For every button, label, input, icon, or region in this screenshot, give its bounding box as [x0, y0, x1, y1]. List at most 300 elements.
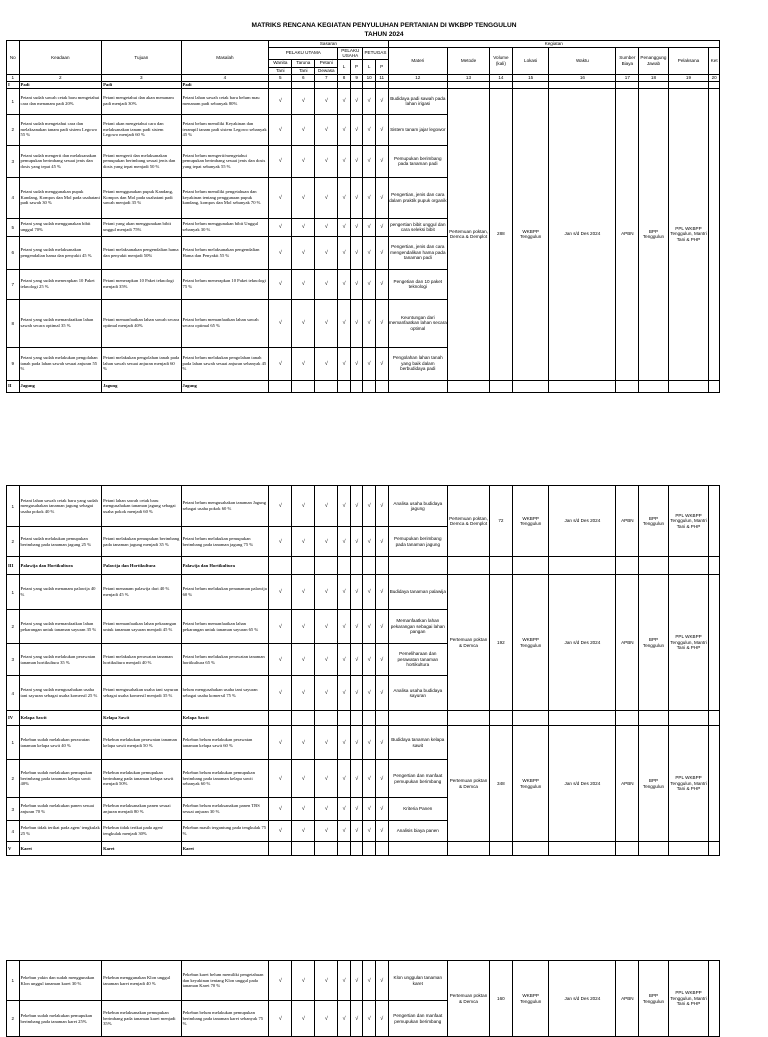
- tujuan-cell: Petani mengusahakan usaha tani sayuran sebagai usaha komersil menjadi 35 %: [102, 676, 181, 711]
- volume-cell: 348: [489, 726, 512, 842]
- check-mark: √: [375, 821, 388, 842]
- check-mark: √: [338, 177, 351, 218]
- penanggung-jawab-cell: BPP Tenggulun: [639, 575, 668, 711]
- row-number: 8: [7, 299, 20, 347]
- check-mark: √: [338, 726, 351, 760]
- waktu-cell: Jan s/d Des 2024: [549, 726, 616, 842]
- check-mark: √: [363, 821, 376, 842]
- masalah-cell: Pekebun masih tergantung pada tengkulak 75 %: [181, 821, 269, 842]
- header-pelaku-utama: PELAKU UTAMA: [269, 47, 338, 59]
- volume-cell: 288: [489, 88, 512, 380]
- masalah-cell: Petani lahan sawah cetak baru belum mau menanam padi sebanyak 80%: [181, 88, 269, 114]
- metode-cell: Pertemuan poktan, Demca & Demplot: [448, 486, 490, 557]
- row-number: 5: [7, 218, 20, 236]
- check-mark: √: [375, 760, 388, 798]
- row-number: 3: [7, 145, 20, 177]
- volume-cell: 72: [489, 486, 512, 557]
- check-mark: √: [363, 486, 376, 527]
- check-mark: √: [363, 177, 376, 218]
- row-number: 1: [7, 726, 20, 760]
- metode-cell: Pertemuan poktan & Demca: [448, 575, 490, 711]
- penanggung-jawab-cell: BPP Tenggulun: [639, 726, 668, 842]
- check-mark: √: [350, 486, 363, 527]
- check-mark: √: [269, 676, 292, 711]
- row-number: 3: [7, 644, 20, 676]
- check-mark: √: [269, 236, 292, 269]
- check-mark: √: [375, 527, 388, 557]
- materi-cell: Pengertian dan manfaat pemupukan berimbang: [388, 1001, 448, 1037]
- check-mark: √: [315, 347, 338, 380]
- header-metode: Metode: [448, 47, 490, 74]
- row-number: 2: [7, 1001, 20, 1037]
- check-mark: √: [350, 644, 363, 676]
- check-mark: √: [350, 676, 363, 711]
- check-mark: √: [315, 88, 338, 114]
- keadaan-cell: Petani yang sudah melakukan perawatan tanaman hortikultura 35 %: [19, 644, 102, 676]
- check-mark: √: [292, 177, 315, 218]
- column-number: 10: [363, 74, 376, 81]
- tujuan-cell: Pekebun melaksanakan pemupukan berimbang pada tanaman karet menjadi 35%: [102, 1001, 181, 1037]
- materi-cell: Sistem tanam jajar legowor: [388, 114, 448, 145]
- ket-cell: [709, 486, 720, 557]
- tujuan-cell: Pekebun melakukan pemupukan berimbang pada tanaman kelapa sawit menjadi 50%: [102, 760, 181, 798]
- pelaksana-cell: PPL WKBPP Tenggulun, Mantri Tani & PHP: [668, 726, 709, 842]
- header-ket: Ket: [709, 47, 720, 74]
- check-mark: √: [375, 114, 388, 145]
- tujuan-cell: Petani lahan sawah cetak baru mengusahakan tanaman jagung sebagai usaha pokok menjadi 60 %: [102, 486, 181, 527]
- keadaan-cell: Pekebun yakin dan sudah menggunakan Klon unggul tanaman karet 30 %: [19, 961, 102, 1001]
- check-mark: √: [338, 486, 351, 527]
- check-mark: √: [269, 1001, 292, 1037]
- ket-cell: [709, 961, 720, 1037]
- keadaan-cell: Petani yang sudah menanam palawija 40 %: [19, 575, 102, 610]
- pelaksana-cell: PPL WKBPP Tenggulun, Mantri Tani & PHP: [668, 575, 709, 711]
- check-mark: √: [338, 269, 351, 299]
- check-mark: √: [338, 218, 351, 236]
- row-number: 1: [7, 486, 20, 527]
- column-number: 14: [489, 74, 512, 81]
- check-mark: √: [315, 527, 338, 557]
- check-mark: √: [350, 299, 363, 347]
- column-number: 5: [269, 74, 292, 81]
- check-mark: √: [363, 610, 376, 644]
- check-mark: √: [338, 299, 351, 347]
- row-number: 6: [7, 236, 20, 269]
- masalah-cell: Pekebun belum melakukan pemupukan berimbang pada tanaman kelapa sawit sebanyak 60 %: [181, 760, 269, 798]
- check-mark: √: [269, 821, 292, 842]
- check-mark: √: [292, 347, 315, 380]
- check-mark: √: [350, 726, 363, 760]
- row-number: 4: [7, 676, 20, 711]
- check-mark: √: [269, 145, 292, 177]
- check-mark: √: [375, 676, 388, 711]
- check-mark: √: [363, 575, 376, 610]
- check-mark: √: [363, 347, 376, 380]
- row-number: 4: [7, 821, 20, 842]
- check-mark: √: [350, 347, 363, 380]
- ket-cell: [709, 88, 720, 380]
- tujuan-cell: Pekebun melakukan perawatan tanaman kelapa sawit menjadi 50 %: [102, 726, 181, 760]
- check-mark: √: [315, 760, 338, 798]
- check-mark: √: [363, 299, 376, 347]
- keadaan-cell: Pekebun sudah melakukan perawatan tanaman kelapa sawit 40 %: [19, 726, 102, 760]
- check-mark: √: [292, 218, 315, 236]
- table-row: [7, 88, 720, 114]
- keadaan-cell: Petani yang sudah memanfaatkan lahan pekarangan untuk tanaman sayuran 35 %: [19, 610, 102, 644]
- header-petani: Petani: [315, 59, 338, 67]
- check-mark: √: [350, 575, 363, 610]
- tujuan-cell: Petani menanam palawija dari 40 % menjadi 45 %: [102, 575, 181, 610]
- keadaan-cell: Petani lahan sawah cetak baru yang sudah mengusahakan tanaman jagung sebagai usaha pokok 40 %: [19, 486, 102, 527]
- header-penanggung-jawab: Penanggung Jawab: [639, 47, 668, 74]
- masalah-cell: Petani belum mengerti/mengetahui pemupukan berimbang sesuai jenis dan dosis yang tepat sebanyak 55 %: [181, 145, 269, 177]
- check-mark: √: [338, 821, 351, 842]
- masalah-cell: Pekebun karet belum memiliki pengetahuan dan keyakinan tentang Klon unggul pada tanaman Karet 70 %: [181, 961, 269, 1001]
- check-mark: √: [315, 676, 338, 711]
- keadaan-cell: Pekebun tidak terikat pada agen/ tengkulak 25 %: [19, 821, 102, 842]
- check-mark: √: [363, 760, 376, 798]
- materi-cell: Pemupukan berimbang pada tanaman padi: [388, 145, 448, 177]
- check-mark: √: [292, 269, 315, 299]
- check-mark: √: [269, 527, 292, 557]
- metode-cell: Pertemuan poktan & Demca: [448, 961, 490, 1037]
- check-mark: √: [363, 1001, 376, 1037]
- column-number: 18: [639, 74, 668, 81]
- check-mark: √: [292, 1001, 315, 1037]
- check-mark: √: [363, 218, 376, 236]
- check-mark: √: [292, 299, 315, 347]
- check-mark: √: [315, 269, 338, 299]
- header-tujuan: Tujuan: [102, 41, 181, 75]
- header-materi: Materi: [388, 47, 448, 74]
- column-number: 2: [19, 74, 102, 81]
- check-mark: √: [375, 486, 388, 527]
- header-pelaksana: Pelaksana: [668, 47, 709, 74]
- tujuan-cell: Petani melakukan pemupukan berimbang pada tanaman jagung menjadi 35 %: [102, 527, 181, 557]
- matrix-table-part-1: [6, 40, 720, 393]
- header-petugas-l: L: [363, 59, 376, 74]
- masalah-cell: Petani belum melakukan pengolahan tanah pada lahan sawah sesuai anjuran sebanyak 45 %: [181, 347, 269, 380]
- check-mark: √: [350, 760, 363, 798]
- check-mark: √: [292, 726, 315, 760]
- check-mark: √: [375, 299, 388, 347]
- materi-cell: Klon unggulan tanaman karet: [388, 961, 448, 1001]
- check-mark: √: [338, 347, 351, 380]
- check-mark: √: [350, 218, 363, 236]
- header-no: No: [7, 41, 20, 75]
- keadaan-cell: Petani sudah mengetahui cara dan melaksanakan tanam padi sistem Legowo 55 %: [19, 114, 102, 145]
- check-mark: √: [269, 760, 292, 798]
- tujuan-cell: Petani melakukan perawatan tanaman hortikultura menjadi 40 %: [102, 644, 181, 676]
- check-mark: √: [292, 114, 315, 145]
- check-mark: √: [269, 218, 292, 236]
- tujuan-cell: Petani memanfaatkan lahan pekarangan untuk tanaman sayuran menjadi 45 %: [102, 610, 181, 644]
- check-mark: √: [338, 114, 351, 145]
- column-number: 8: [338, 74, 351, 81]
- header-volume: Volume (kali): [489, 47, 512, 74]
- materi-cell: Keuntungan dari memanfaatkan lahan secara optimal: [388, 299, 448, 347]
- tujuan-cell: Petani yang akan menggunakan bibit unggul menjadi 75%: [102, 218, 181, 236]
- check-mark: √: [338, 88, 351, 114]
- sumber-biaya-cell: APBN: [616, 575, 639, 711]
- header-taruna: Taruna: [292, 59, 315, 67]
- check-mark: √: [375, 575, 388, 610]
- check-mark: √: [292, 644, 315, 676]
- check-mark: √: [315, 575, 338, 610]
- keadaan-cell: Petani yang sudah menggunakan bibit unggul 70%: [19, 218, 102, 236]
- masalah-cell: Petani belum memanfaatkan lahan pekarangan untuk tanaman sayuran 65 %: [181, 610, 269, 644]
- row-number: 7: [7, 269, 20, 299]
- tujuan-cell: Pekebun menggunakan Klon unggul tanaman karet menjadi 40 %: [102, 961, 181, 1001]
- check-mark: √: [350, 821, 363, 842]
- check-mark: √: [315, 236, 338, 269]
- metode-cell: Pertemuan poktan & Demca: [448, 726, 490, 842]
- check-mark: √: [350, 177, 363, 218]
- tujuan-cell: Petani akan mengetahui cara dan melaksanakan tanam padi sistem Legowo menjadi 60 %: [102, 114, 181, 145]
- masalah-cell: Pekebun belum melakukan perawatan tanaman kelapa sawit 60 %: [181, 726, 269, 760]
- section-row-palawija: III Palawija dan Hortikultura Palawija dan Hortikultura Palawija dan Hortikultura: [7, 557, 720, 575]
- check-mark: √: [269, 347, 292, 380]
- check-mark: √: [338, 527, 351, 557]
- header-masalah: Masalah: [181, 41, 269, 75]
- check-mark: √: [269, 177, 292, 218]
- volume-cell: 192: [489, 575, 512, 711]
- materi-cell: Analisis biaya panen: [388, 821, 448, 842]
- lokasi-cell: WKBPP Tenggulun: [512, 961, 549, 1037]
- section-row-padi: I Padi Padi Padi: [7, 81, 720, 88]
- materi-cell: Pengolahan lahan tanah yang baik dalam berbudidaya padi: [388, 347, 448, 380]
- column-number: 9: [350, 74, 363, 81]
- check-mark: √: [315, 1001, 338, 1037]
- column-number: 20: [709, 74, 720, 81]
- header-tani-2: Tani: [292, 67, 315, 74]
- pelaksana-cell: PPL WKBPP Tenggulun, Mantri Tani & PHP: [668, 88, 709, 380]
- check-mark: √: [375, 347, 388, 380]
- header-petugas: PETUGAS: [363, 47, 388, 59]
- check-mark: √: [338, 961, 351, 1001]
- sumber-biaya-cell: APBN: [616, 88, 639, 380]
- row-number: 4: [7, 177, 20, 218]
- metode-cell: Pertemuan poktan, Demca & Demplot: [448, 88, 490, 380]
- check-mark: √: [269, 575, 292, 610]
- check-mark: √: [350, 798, 363, 821]
- check-mark: √: [315, 726, 338, 760]
- check-mark: √: [269, 299, 292, 347]
- section-row-karet: V Karet Karet Karet: [7, 842, 720, 856]
- matrix-table-part-3: [6, 960, 720, 1037]
- check-mark: √: [375, 726, 388, 760]
- tujuan-cell: Petani melaksanakan pengendalian hama dan penyakit menjadi 50%: [102, 236, 181, 269]
- check-mark: √: [363, 726, 376, 760]
- masalah-cell: Petani belum mengusahakan tanaman Jagung sebagai usaha pokok 60 %: [181, 486, 269, 527]
- column-number: 19: [668, 74, 709, 81]
- header-kegiatan: Kegiatan: [388, 41, 719, 48]
- materi-cell: Pengertian dan manfaat pemupukan berimbang: [388, 760, 448, 798]
- document-year: TAHUN 2024: [364, 31, 404, 38]
- sumber-biaya-cell: APBN: [616, 961, 639, 1037]
- row-number: 2: [7, 527, 20, 557]
- keadaan-cell: Petani sudah sawah cetak baru mengetahui cara dan menanam padi 20%: [19, 88, 102, 114]
- sumber-biaya-cell: APBN: [616, 726, 639, 842]
- column-number: 13: [448, 74, 490, 81]
- check-mark: √: [269, 610, 292, 644]
- lokasi-cell: WKBPP Tenggulun: [512, 575, 549, 711]
- matrix-table-part-2: [6, 485, 720, 856]
- penanggung-jawab-cell: BPP Tenggulun: [639, 88, 668, 380]
- row-number: 1: [7, 961, 20, 1001]
- document-title: MATRIKS RENCANA KEGIATAN PENYULUHAN PERTANIAN DI WKBPP TENGGULUN: [251, 22, 517, 29]
- check-mark: √: [338, 798, 351, 821]
- check-mark: √: [292, 760, 315, 798]
- check-mark: √: [292, 676, 315, 711]
- keadaan-cell: Pekebun sudah melakukan panen sesuai anjuran 70 %: [19, 798, 102, 821]
- check-mark: √: [375, 145, 388, 177]
- header-usaha-l: L: [338, 59, 351, 74]
- check-mark: √: [375, 177, 388, 218]
- check-mark: √: [375, 798, 388, 821]
- masalah-cell: Petani belum melakukan perawatan tanaman hortikultura 65 %: [181, 644, 269, 676]
- check-mark: √: [338, 760, 351, 798]
- keadaan-cell: Petani sudah menggunakan pupuk Kandang, Kompos dan Mol pada usahatani padi sawah 30 %: [19, 177, 102, 218]
- check-mark: √: [363, 676, 376, 711]
- masalah-cell: Petani belum memanfaatkan lahan sawah secara optimal 65 %: [181, 299, 269, 347]
- check-mark: √: [269, 88, 292, 114]
- row-number: 9: [7, 347, 20, 380]
- masalah-cell: Petani belum menerapkan 10 Paket teknologi 75 %: [181, 269, 269, 299]
- tujuan-cell: Petani memanfaatkan lahan sawah secara optimal menjadi 40%: [102, 299, 181, 347]
- check-mark: √: [315, 798, 338, 821]
- masalah-cell: belum mengusahakan usaha tani sayuran sebagai usaha komersil 75 %: [181, 676, 269, 711]
- check-mark: √: [375, 218, 388, 236]
- pelaksana-cell: PPL WKBPP Tenggulun, Mantri Tani & PHP: [668, 486, 709, 557]
- check-mark: √: [350, 88, 363, 114]
- tujuan-cell: Petani menerapkan 10 Paket teknologi menjadi 35%: [102, 269, 181, 299]
- materi-cell: pengertian bibit unggul dan cara seleksi bibit: [388, 218, 448, 236]
- materi-cell: Budidaya tanaman kelapa sawit: [388, 726, 448, 760]
- tujuan-cell: Petani mengerti dan melaksanakan pemupukan berimbang sesuai jenis dan dosis yang tepat menjadi 50 %: [102, 145, 181, 177]
- check-mark: √: [338, 610, 351, 644]
- column-number-row: [7, 74, 720, 81]
- check-mark: √: [292, 798, 315, 821]
- column-number: 12: [388, 74, 448, 81]
- check-mark: √: [350, 610, 363, 644]
- check-mark: √: [375, 644, 388, 676]
- check-mark: √: [375, 610, 388, 644]
- check-mark: √: [269, 269, 292, 299]
- check-mark: √: [338, 575, 351, 610]
- check-mark: √: [269, 798, 292, 821]
- row-number: 1: [7, 88, 20, 114]
- check-mark: √: [350, 236, 363, 269]
- header-petugas-p: P: [375, 59, 388, 74]
- header-dewasa: Dewasa: [315, 67, 338, 74]
- check-mark: √: [269, 644, 292, 676]
- check-mark: √: [315, 145, 338, 177]
- check-mark: √: [363, 88, 376, 114]
- materi-cell: Kriteria Panen: [388, 798, 448, 821]
- check-mark: √: [315, 299, 338, 347]
- ket-cell: [709, 575, 720, 711]
- check-mark: √: [269, 114, 292, 145]
- materi-cell: Budidaya padi sawah pada lahan irigasi: [388, 88, 448, 114]
- check-mark: √: [338, 145, 351, 177]
- row-number: 2: [7, 760, 20, 798]
- check-mark: √: [350, 1001, 363, 1037]
- materi-cell: Pemupukan berimbang pada tanaman jagung: [388, 527, 448, 557]
- column-number: 6: [292, 74, 315, 81]
- waktu-cell: Jan s/d Des 2024: [549, 961, 616, 1037]
- check-mark: √: [375, 961, 388, 1001]
- check-mark: √: [292, 610, 315, 644]
- penanggung-jawab-cell: BPP Tenggulun: [639, 961, 668, 1037]
- check-mark: √: [292, 236, 315, 269]
- check-mark: √: [363, 961, 376, 1001]
- header-waktu: Waktu: [549, 47, 616, 74]
- table-row: [7, 575, 720, 610]
- column-number: 7: [315, 74, 338, 81]
- pelaksana-cell: PPL WKBPP Tenggulun, Mantri Tani & PHP: [668, 961, 709, 1037]
- materi-cell: Pengetian dan 10 paket teknologi: [388, 269, 448, 299]
- row-number: 1: [7, 575, 20, 610]
- check-mark: √: [338, 1001, 351, 1037]
- header-wanita: Wanita: [269, 59, 292, 67]
- check-mark: √: [292, 486, 315, 527]
- materi-cell: Pengertian, jenis dan cara dalam praktik pupuk organik: [388, 177, 448, 218]
- section-row-kelapa: IV Kelapa Sawit Kelapa Sawit Kelapa Sawit: [7, 711, 720, 726]
- check-mark: √: [315, 821, 338, 842]
- check-mark: √: [315, 644, 338, 676]
- check-mark: √: [269, 961, 292, 1001]
- check-mark: √: [292, 821, 315, 842]
- header-sasaran: Sasaran: [269, 41, 388, 48]
- check-mark: √: [350, 145, 363, 177]
- section-row-jagung: II Jagung Jagung Jagung: [7, 380, 720, 392]
- masalah-cell: Petani belum melakukan penanaman palawija 60 %: [181, 575, 269, 610]
- tujuan-cell: Petani melakukan pengolahan tanah pada lahan sawah sesuai anjuran menjadi 60 %: [102, 347, 181, 380]
- check-mark: √: [315, 486, 338, 527]
- check-mark: √: [363, 145, 376, 177]
- column-number: 16: [549, 74, 616, 81]
- table-row: [7, 486, 720, 527]
- keadaan-cell: Pekebun sudah melakukan pemupukan berimbang pada tanaman karet 25%: [19, 1001, 102, 1037]
- ket-cell: [709, 726, 720, 842]
- keadaan-cell: Petani yang sudah melakukan pengolahan tanah pada lahan sawah sesuai anjuran 55 %: [19, 347, 102, 380]
- waktu-cell: Jan s/d Des 2024: [549, 88, 616, 380]
- column-number: 3: [102, 74, 181, 81]
- keadaan-cell: Petani yang sudah mengusahakan usaha tani sayuran sebagai usaha komersil 25 %: [19, 676, 102, 711]
- check-mark: √: [338, 236, 351, 269]
- sumber-biaya-cell: APBN: [616, 486, 639, 557]
- header-pelaku-usaha: PELAKU USAHA: [338, 47, 363, 59]
- check-mark: √: [315, 610, 338, 644]
- check-mark: √: [315, 177, 338, 218]
- check-mark: √: [338, 644, 351, 676]
- check-mark: √: [269, 486, 292, 527]
- masalah-cell: Petani belum melakukan pemupukan berimbang pada tanaman jagung 75 %: [181, 527, 269, 557]
- check-mark: √: [292, 145, 315, 177]
- check-mark: √: [363, 114, 376, 145]
- check-mark: √: [350, 114, 363, 145]
- check-mark: √: [375, 1001, 388, 1037]
- waktu-cell: Jan s/d Des 2024: [549, 575, 616, 711]
- keadaan-cell: Petani yang sudah menerapkan 10 Paket teknologi 25 %: [19, 269, 102, 299]
- check-mark: √: [363, 644, 376, 676]
- check-mark: √: [375, 269, 388, 299]
- check-mark: √: [292, 527, 315, 557]
- header-lokasi: Lokasi: [512, 47, 549, 74]
- penanggung-jawab-cell: BPP Tenggulun: [639, 486, 668, 557]
- masalah-cell: Petani belum memiliki pengetahuan dan keyakinan tentang penggunaan pupuk kandang, kompos dan Mol sebanyak 70 %: [181, 177, 269, 218]
